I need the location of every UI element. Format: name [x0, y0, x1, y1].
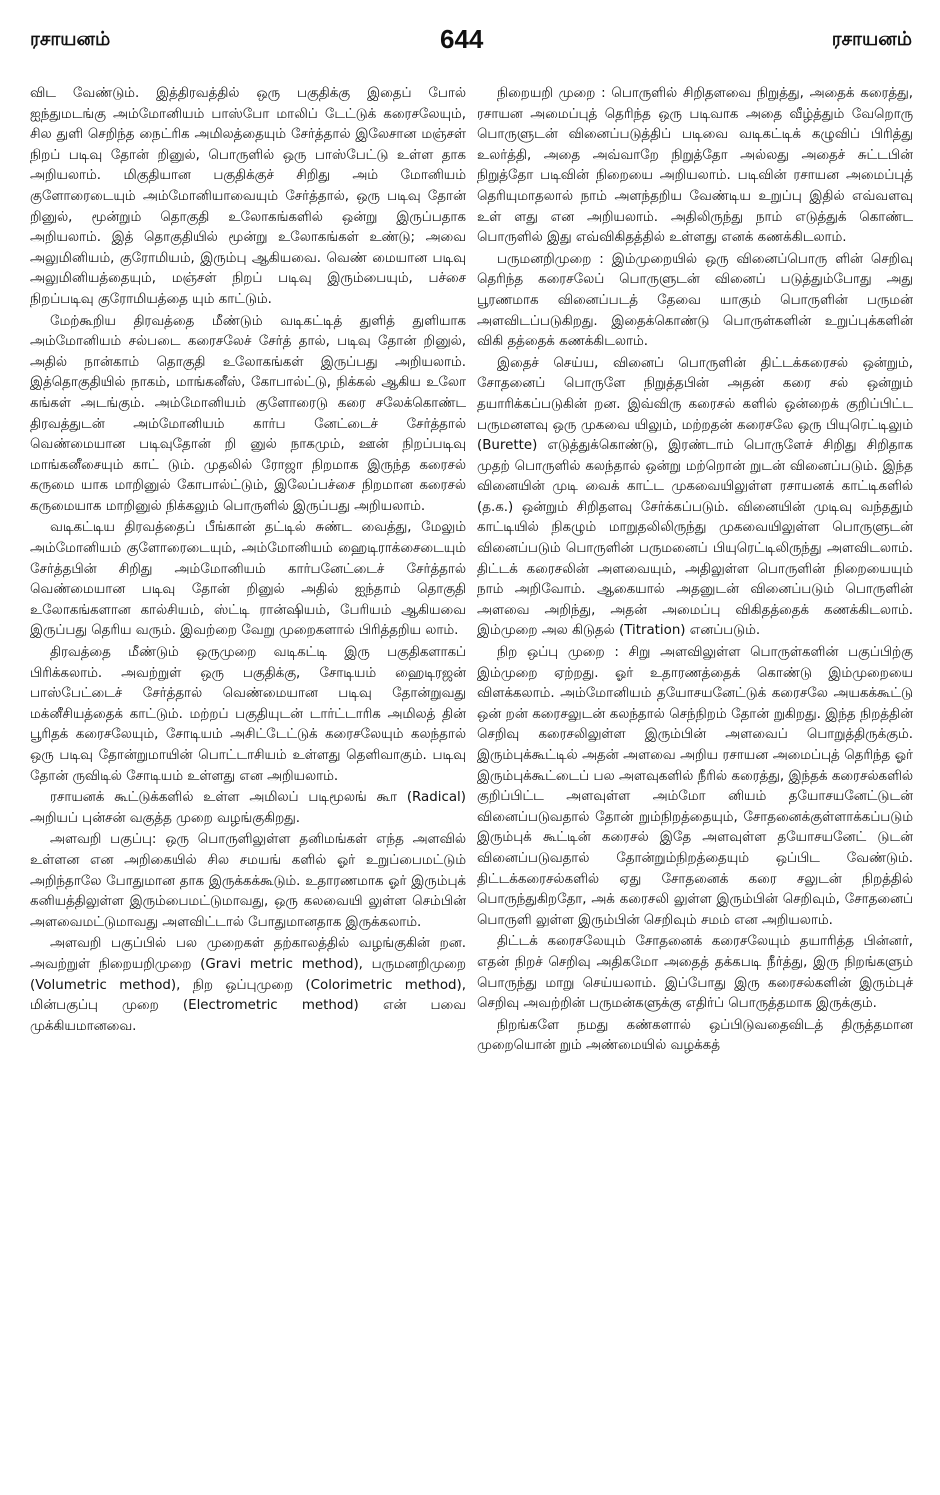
paragraph: ரசாயனக் கூட்டுக்களில் உள்ள அமிலப் படிமூலங் கூா (Radical) அறியப் புன்சன் வகுத்த முறை வழங்குகிறது. [30, 790, 466, 826]
paragraph: அளவறி பகுப்பு: ஒரு பொருளிலுள்ள தனிமங்கள் எந்த அளவில் உள்ளன என அறிகையில் சில சமயங் களில் ஓர் உறுப்பைமட்டும் அறிந்தாலே போதுமான தாக இருக்கக்கூடும். உதாரணமாக ஓர் இரும்புக் கனியத்திலுள்ள இரும்பைமட்டுமாவது, ஒரு கலவையி லுள்ள செம்பின் அளவைமட்டுமாவது அளவிட்டால் போதுமானதாக இருக்கலாம். [30, 832, 466, 930]
paragraph: வடிகட்டிய திரவத்தைப் பீங்கான் தட்டில் சுண்ட வைத்து, மேலும் அம்மோனியம் குளோரைடையும், அம்மோனியம் ஹைடிராக்சைடையும் சேர்த்தபின் சிறிது அம்மோனியம் கார்பனேட்டைச் சேர்த்தால் வெண்மையான படிவு தோன் றினுல் அதில் ஐந்தாம் தொகுதி உலோகங்களான கால்சியம், ஸ்ட்டி ரான்ஷியம், பேரியம் ஆகியவை இருப்பது தெரிய வரும். இவற்றை வேறு முறைகளால் பிரித்தறிய லாம். [30, 520, 466, 639]
running-title-right: ரசாயனம் [831, 28, 912, 50]
right-column [477, 84, 913, 1484]
running-title-left: ரசாயனம் [30, 28, 111, 50]
paragraph: நிறங்களே நமது கண்களால் ஒப்பிடுவதைவிடத் திருத்தமான முறையொன் றும் அண்மையில் வழக்கத் [477, 1017, 913, 1054]
paragraph: அளவறி பகுப்பில் பல முறைகள் தற்காலத்தில் வழங்குகின் றன. அவற்றுள் நிறையறிமுறை (Gravi metric method), பருமனறிமுறை (Volumetric method), நிற ஒப்புமுறை (Colorimetric method), மின்பகுப்பு முறை (Electrometric method) என் பவை முக்கியமானவை. [30, 936, 466, 1034]
paragraph: நிற ஒப்பு முறை : சிறு அளவிலுள்ள பொருள்களின் பகுப்பிற்கு இம்முறை ஏற்றது. ஓர் உதாரணத்தைக் கொண்டு இம்முறையை விளக்கலாம். அம்மோனியம் தயோசயனேட்டுக் கரைசலே அயகக்கூட்டு ஒன் றன் கரைசலுடன் கலந்தால் செந்நிறம் தோன் றுகிறது. இந்த நிறத்தின் செறிவு கரைசலிலுள்ள இரும்பின் அளவைப் பொறுத்திருக்கும். இரும்புக்கூட்டில் அதன் அளவை அறிய ரசாயன அமைப்புத் தெரிந்த ஓர் இரும்புக்கூட்டைப் பல அளவுகளில் நீரில் கரைத்து, இந்தக் கரைசல்களில் குறிப்பிட்ட அளவுள்ள அம்மோ னியம் தயோசயனேட்டுடன் வினைப்படுவதால் தோன் றும்நிறத்தையும், சோதனைக்குள்ளாக்கப்படும் இரும்புக் கூட்டின் கரைசல் இதே அளவுள்ள தயோசயனேட் டுடன் வினைப்படுவதால் தோன்றும்நிறத்தையும் ஒப்பிட வேண்டும். திட்டக்கரைசல்களில் ஏது சோதனைக் கரை சலுடன் நிறத்தில் பொருந்துகிறதோ, அக் கரைசலி லுள்ள இரும்பின் செறிவும், சோதனைப் பொருளி லுள்ள இரும்பின் செறிவும் சமம் என அறியலாம். [477, 645, 913, 928]
paragraph: திரவத்தை மீண்டும் ஒருமுறை வடிகட்டி இரு பகுதிகளாகப் பிரிக்கலாம். அவற்றுள் ஒரு பகுதிக்கு, சோடியம் ஹைடிரஜன் பாஸ்பேட்டைச் சேர்த்தால் வெண்மையான படிவு தோன்றுவது மக்னீசியத்தைக் காட்டும். மற்றப் பகுதியுடன் டார்ட்டாரிக அமிலத் தின் பூரிதக் கரைசலேயும், சோடியம் அசிட்டேட்டுக் கரைசலேயும் கலந்தால் ஒரு படிவு தோன்றுமாயின் பொட்டாசியம் உள்ளது தெளிவாகும். படிவு தோன் ருவிடில் சோடியம் உள்ளது என அறியலாம். [30, 645, 466, 784]
paragraph: நிறையறி முறை : பொருளில் சிறிதளவை நிறுத்து, அதைக் கரைத்து, ரசாயன அமைப்புத் தெரிந்த ஒரு படிவாக அதை வீழ்த்தும் வேறொரு பொருளுடன் வினைப்படுத்திப் படிவை வடிகட்டிக் கழுவிப் பிரித்து உலர்த்தி, அதை அவ்வாறே நிறுத்தோ அல்லது அதைச் சுட்டபின் நிறுத்தோ படிவின் நிறையை அறியலாம். படிவின் ரசாயன அமைப்புத் தெரியுமாதலால் நாம் அளந்தறிய வேண்டிய உறுப்பு இதில் எவ்வளவு உள் ளது என அறியலாம். அதிலிருந்து நாம் எடுத்துக் கொண்ட பொருளில் இது எவ்விகிதத்தில் உள்ளது எனக் கணக்கிடலாம். [477, 86, 913, 246]
paragraph: இதைச் செய்ய, வினைப் பொருளின் திட்டக்கரைசல் ஒன்றும், சோதனைப் பொருளே நிறுத்தபின் அதன் கரை சல் ஒன்றும் தயாரிக்கப்படுகின் றன. இவ்விரு கரைசல் களில் ஒன்றைக் குறிப்பிட்ட பருமனளவு ஒரு முகவை யிலும், மற்றதன் கரைசலே ஒரு பியுரெட்டிலும் (Burette) எடுத்துக்கொண்டு, இரண்டாம் பொருளேச் சிறிது சிறிதாக முதற் பொருளில் கலந்தால் ஒன்று மற்றொன் றுடன் வினைப்படும். இந்த வினையின் முடி வைக் காட்ட முகவையிலுள்ள ரசாயனக் காட்டிகளில் (த.க.) ஒன்றும் சிறிதளவு சேர்க்கப்படும். வினையின் முடிவு வந்ததும் காட்டியில் நிகழும் மாறுதலிலிருந்து முகவையிலுள்ள பொருளுடன் வினைப்படும் பொருளின் பருமனைப் பியுரெட்டிலிருந்து அளவிடலாம். திட்டக் கரைசலின் அளவையும், அதிலுள்ள பொருளின் நிறையையும் நாம் அறிவோம். ஆகையால் அதனுடன் வினைப்படும் பொருளின் அளவை அறிந்து, அதன் அமைப்பு விகிதத்தைக் கணக்கிடலாம். இம்முறை அல கிடுதல் (Titration) எனப்படும். [477, 355, 913, 639]
page-header [0, 0, 940, 60]
left-column [30, 84, 466, 1484]
page-number: 644 [440, 24, 484, 54]
paragraph: பருமனறிமுறை : இம்முறையில் ஒரு வினைப்பொரு ளின் செறிவு தெரிந்த கரைசலேப் பொருளுடன் வினைப் படுத்தும்போது அது பூரணமாக வினைப்படத் தேவை யாகும் பொருளின் பருமன் அளவிடப்படுகிறது. இதைக்கொண்டு பொருள்களின் உறுப்புக்களின் விகி தத்தைக் கணக்கிடலாம். [477, 251, 913, 350]
paragraph: திட்டக் கரைசலேயும் சோதனைக் கரைசலேயும் தயாரித்த பின்னர், எதன் நிறச் செறிவு அதிகமோ அதைத் தக்கபடி நீர்த்து, இரு நிறங்களும் பொருந்து மாறு செய்யலாம். இப்போது இரு கரைசல்களின் இரும்புச் செறிவு அவற்றின் பருமன்களுக்கு எதிர்ப் பொருத்தமாக இருக்கும். [477, 934, 913, 1012]
paragraph: மேற்கூறிய திரவத்தை மீண்டும் வடிகட்டித் துளித் துளியாக அம்மோனியம் சல்படை கரைசலேச் சேர்த் தால், படிவு தோன் றினுல், அதில் நான்காம் தொகுதி உலோகங்கள் இருப்பது அறியலாம். இத்தொகுதியில் நாகம், மாங்கனீஸ், கோபால்ட்டு, நிக்கல் ஆகிய உலோ கங்கள் அடங்கும். அம்மோனியம் குளோரைடு கரை சலேக்கொண்ட திரவத்துடன் அம்மோனியம் கார்ப னேட்டைச் சேர்த்தால் வெண்மையான படிவுதோன் றி னுல் நாகமும், ஊன் நிறப்படிவு மாங்கனீசையும் காட் டும். முதலில் ரோஜா நிறமாக இருந்த கரைசல் கருமை யாக மாறினுல் கோபால்ட்டும், இலேப்பச்சை நிறமான கரைசல் கருமையாக மாறினுல் நிக்கலும் பொருளில் இருப்பது அறியலாம். [30, 313, 466, 514]
paragraph: விட வேண்டும். இத்திரவத்தில் ஒரு பகுதிக்கு இதைப் போல் ஐந்துமடங்கு அம்மோனியம் பாஸ்போ மாலிப் டேட்டுக் கரைசலேயும், சில துளி செறிந்த நைட்ரிக அமிலத்தையும் சேர்த்தால் இலேசான மஞ்சள் நிறப் படிவு தோன் றினுல், பொருளில் ஒரு பாஸ்பேட்டு உள்ள தாக அறியலாம். மிகுதியான பகுதிக்குச் சிறிது அம் மோனியம் குளோரைடையும் அம்மோனியாவையும் சேர்த்தால், ஒரு படிவு தோன் றினுல், மூன்றும் தொகுதி உலோகங்களில் ஒன்று இருப்பதாக அறியலாம். இத் தொகுதியில் மூன்று உலோகங்கள் உண்டு; அவை அலுமினியம், குரோமியம், இரும்பு ஆகியவை. வெண் மையான படிவு அலுமினியத்தையும், மஞ்சள் நிறப் படிவு இரும்பையும், பச்சை நிறப்படிவு குரோமியத்தை யும் காட்டும். [30, 86, 466, 307]
